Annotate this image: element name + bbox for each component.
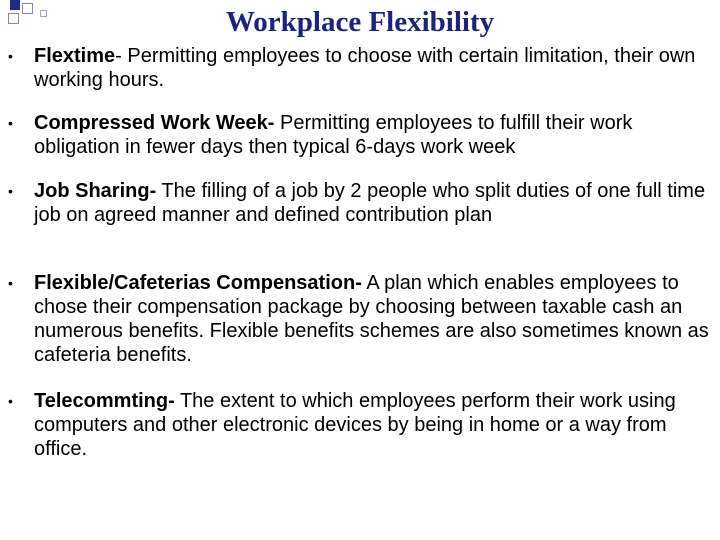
bullet-text: [34, 389, 714, 461]
bullet-icon: •: [8, 183, 13, 199]
bullet-text: [34, 44, 714, 92]
slide-title: Workplace Flexibility: [225, 6, 495, 38]
bullet-term: Flextime: [34, 45, 116, 67]
bullet-desc: - Permitting employees to choose with certain limitation, their own working hours.: [34, 45, 696, 91]
bullet-term: Job Sharing-: [34, 180, 157, 202]
bullet-term: Flexible/Cafeterias Compensation-: [34, 272, 362, 294]
bullet-icon: •: [8, 275, 13, 291]
bullet-icon: •: [8, 115, 13, 131]
bullet-desc: The extent to which employees perform their work using computers and other electronic devices by being in home or a way from office.: [34, 390, 676, 460]
bullet-text: [34, 111, 714, 159]
bullet-icon: •: [8, 48, 13, 64]
bullet-term: Compressed Work Week-: [34, 112, 275, 134]
bullet-term: Telecommting-: [34, 390, 175, 412]
bullet-icon: •: [8, 393, 13, 409]
bullet-text: [34, 271, 714, 367]
bullet-desc: The filling of a job by 2 people who split duties of one full time job on agreed manner and defined contribution plan: [34, 180, 706, 226]
bullet-desc: Permitting employees to fulfill their work obligation in fewer days then typical 6-days work week: [34, 112, 633, 158]
bullet-text: [34, 179, 714, 227]
bullet-desc: A plan which enables employees to chose their compensation package by choosing between taxable cash an numerous benefits. Flexible benefits schemes are also sometimes known as cafeteria benefits.: [34, 272, 709, 366]
